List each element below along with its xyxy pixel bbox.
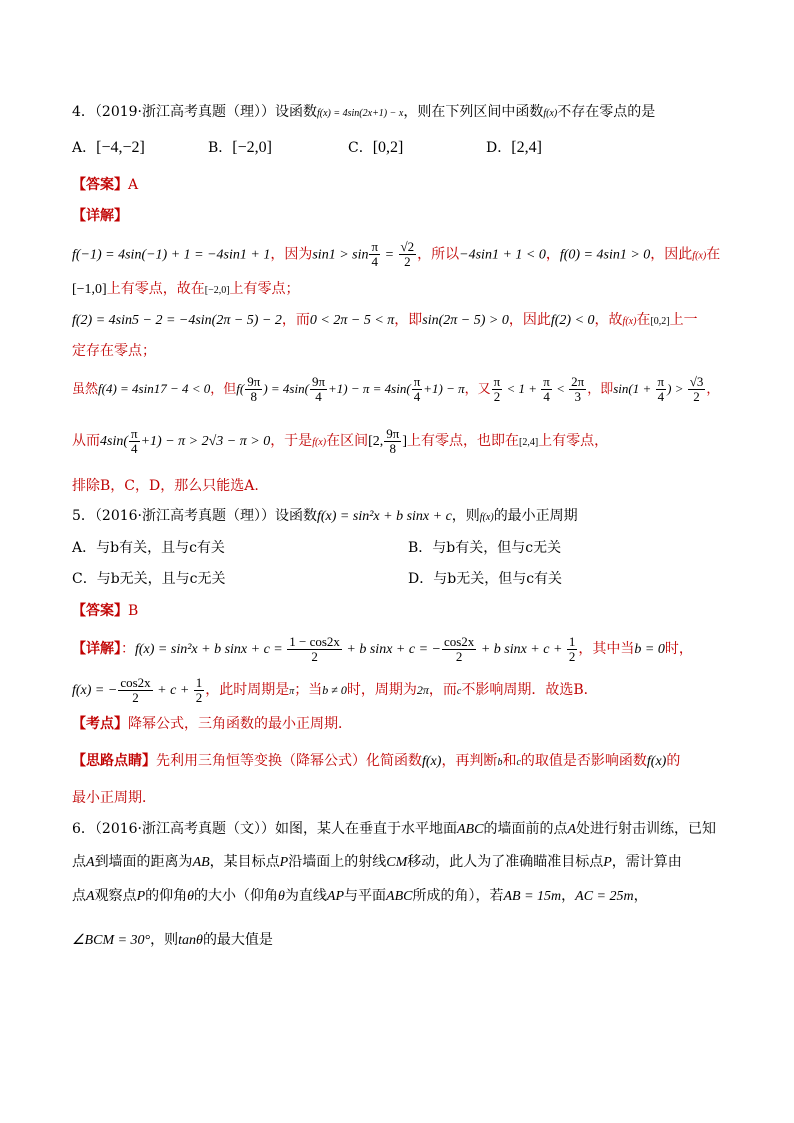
q6-l2-i: 移动，此人为了准确瞄准目标点 <box>407 854 604 870</box>
q5-d1-colon: ： <box>121 641 135 657</box>
q5-tip-f: c <box>516 757 521 768</box>
q4-option-b-value: [−2,0] <box>232 139 272 156</box>
q5-d1-a: f(x) = sin²x + b sinx + c = <box>135 642 287 657</box>
q5-detail-line-2 <box>72 673 598 707</box>
q5-d2-j: 2π <box>416 683 429 697</box>
q4-d6-frac2-den: 8 <box>389 440 397 456</box>
q5-tip-2: 最小正周期． <box>72 790 156 806</box>
q6-l3-n: AB = 15m <box>503 889 562 904</box>
q6-l2-j: P <box>603 855 612 870</box>
q4-option-d-letter: D． <box>486 140 512 156</box>
q4-d5-frac-pi4c <box>656 375 667 404</box>
q4-d2-a: [−1,0] <box>72 282 107 297</box>
q6-l3-o: ， <box>561 888 576 904</box>
q5-option-d <box>408 569 562 589</box>
q4-d5-a: 虽然 <box>72 382 99 397</box>
q6-l3-l: ABC <box>386 889 413 904</box>
q5-option-d-value: 与b无关，但与c有关 <box>433 571 563 587</box>
q4-d6-e: 在区间 <box>326 433 369 449</box>
q4-d5-g: ，即 <box>587 382 614 397</box>
q6-l1-a: 6．（2016·浙江高考真题（文））如图，某人在垂直于水平地面 <box>72 821 457 837</box>
q4-d1-e: −4sin1 + 1 < 0 <box>459 247 546 263</box>
q4-d5-frac-2pi3 <box>569 375 586 404</box>
q4-d5-c: ，但 <box>210 382 237 397</box>
q4-d5-h1: sin(1 + <box>613 381 655 396</box>
q5-detail-tag: 【详解】 <box>72 641 121 657</box>
q4-d6-i: 上有零点， <box>538 433 609 449</box>
q4-option-d <box>486 138 542 158</box>
q5-d1-frac2-den: 2 <box>455 648 463 664</box>
q5-tip-c: ，再判断 <box>441 753 498 769</box>
q5-d2-m: 不影响周期．故选B． <box>461 682 598 698</box>
q5-stem-prefix: 5．（2016·浙江高考真题（理））设函数 <box>72 508 317 524</box>
q4-d3-c: 0 < 2π − 5 < π <box>309 313 395 328</box>
q4-d1-f: ， <box>545 246 560 263</box>
q4-stem-mid: ，则在下列区间中函数 <box>403 104 544 120</box>
q5-option-b-letter: B． <box>408 540 433 556</box>
q4-d5-frac1-num: 9π <box>247 374 261 389</box>
q4-d5-h4: ) > <box>667 381 687 396</box>
q4-d6-frac1-den: 4 <box>131 440 138 456</box>
q4-d3-b: ，而 <box>281 312 310 328</box>
q4-d5-e: ，又 <box>464 382 491 397</box>
q6-l3-a: 点 <box>72 888 86 904</box>
q6-l2-b: A <box>86 855 95 870</box>
q4-d6-f1: [2, <box>368 434 384 449</box>
q4-option-a-letter: A． <box>72 140 97 156</box>
q5-d2-g: ；当 <box>294 682 323 698</box>
q6-line-2 <box>72 852 682 873</box>
q4-d5-frac8-num: √3 <box>689 374 704 389</box>
q4-d1-frac-num: π <box>371 239 379 254</box>
q4-d3-f: ，因此 <box>508 312 551 328</box>
q5-option-a-letter: A． <box>72 540 97 556</box>
q6-l3-d: P <box>136 889 146 904</box>
q6-l3-j: AP <box>326 889 345 904</box>
q4-d1-c: sin1 > sin <box>312 247 369 263</box>
q6-l3-i: 为直线 <box>284 888 327 904</box>
q5-option-b <box>408 538 561 558</box>
q4-d5-d7: +1) − π = 4sin( <box>328 381 411 396</box>
q4-d5-frac-sqrt3 <box>688 375 706 404</box>
q6-l3-g: 的大小（仰角 <box>194 888 279 904</box>
q5-tip-line-2 <box>72 788 156 808</box>
q4-d5-frac6-num: 2π <box>571 374 585 389</box>
q6-l2-e: ，某目标点 <box>209 854 280 870</box>
q4-d5-frac2-num: 9π <box>311 374 326 389</box>
q4-answer-line <box>72 175 138 195</box>
q4-d5-d4: ) = 4sin( <box>263 381 309 396</box>
q4-d5-d1: f( <box>236 381 245 396</box>
q6-l3-b: A <box>86 889 95 904</box>
q4-detail-line-2 <box>72 279 300 301</box>
q5-d1-frac1-num: 1 − cos2x <box>289 633 340 649</box>
q6-l2-k: ，需计算由 <box>611 854 682 870</box>
q4-d1-sqrt2-num: √2 <box>400 239 415 254</box>
q4-option-d-value: [2,4] <box>511 139 542 156</box>
q4-d6-g: 上有零点，也即在 <box>407 433 519 449</box>
q6-l1-d: A <box>567 822 577 837</box>
q4-d5-frac6-den: 3 <box>574 389 581 404</box>
q6-l4-d: 的最大值是 <box>202 932 273 948</box>
q4-d5-frac1-den: 8 <box>250 389 258 404</box>
q5-option-a <box>72 538 225 558</box>
q4-detail-line-7 <box>72 476 259 496</box>
q4-d1-frac-den: 4 <box>371 254 379 269</box>
q4-d3-j: 在 <box>636 312 651 328</box>
q6-l2-c: 到墙面的距离为 <box>94 854 193 870</box>
q4-fx: f(x) <box>543 108 558 119</box>
q5-d1-frac3 <box>567 635 578 664</box>
q4-answer: A <box>128 177 139 193</box>
q4-d5-frac3-den: 4 <box>413 389 421 404</box>
q4-d5-frac-9pi4 <box>310 375 327 404</box>
q6-line-3 <box>72 886 648 907</box>
q4-detail-line-6 <box>72 424 608 458</box>
q5-option-c-value: 与b无关，且与c无关 <box>96 571 226 587</box>
q4-stem-prefix: 4．（2019·浙江高考真题（理））设函数 <box>72 104 317 120</box>
q4-option-a <box>72 138 145 158</box>
q6-l3-e: 的仰角 <box>145 888 188 904</box>
q6-l2-h: CM <box>386 855 408 870</box>
q6-l3-f: θ <box>187 889 195 904</box>
q5-keypoint-text: 降幂公式，三角函数的最小正周期． <box>128 716 352 732</box>
q4-d5-frac7-num: π <box>657 374 665 389</box>
q4-option-b-letter: B． <box>208 140 233 156</box>
q4-option-c-letter: C． <box>348 140 373 156</box>
q5-d1-frac1 <box>287 635 342 664</box>
q4-d5-frac5-num: π <box>543 374 550 389</box>
q4-d6-frac1-num: π <box>131 425 138 441</box>
q4-d5-frac2-den: 4 <box>315 389 322 404</box>
q5-d2-e: ，此时周期是 <box>205 682 290 698</box>
q4-d6-b1: 4sin( <box>100 434 128 449</box>
q4-d6-frac2-num: 9π <box>386 425 400 441</box>
q4-d5-f3: < 1 + <box>503 381 541 396</box>
q5-d2-f: π <box>289 686 295 697</box>
q4-d5-frac-pi2 <box>492 375 503 404</box>
q4-option-c-value: [0,2] <box>372 139 404 156</box>
q4-detail-tag: 【详解】 <box>72 208 128 224</box>
q4-d3-e: sin(2π − 5) > 0 <box>422 313 509 328</box>
q5-tip-i: 的 <box>666 753 681 769</box>
q4-answer-tag: 【答案】 <box>72 177 128 193</box>
q4-stem <box>72 102 655 124</box>
q4-d6-a: 从而 <box>72 433 100 449</box>
q6-l4-b: ，则 <box>150 932 179 948</box>
q4-d1-b: ，因为 <box>270 246 313 263</box>
q6-l4-a: ∠BCM = 30° <box>72 933 151 948</box>
q4-d4: 定存在零点； <box>72 343 156 359</box>
q4-detail-line-5 <box>72 372 719 406</box>
q6-line-4 <box>72 930 273 951</box>
q6-l1-c: 的墙面前的点 <box>483 821 568 837</box>
q4-d5-frac-pi4b <box>541 375 552 404</box>
q4-d5-frac4-den: 2 <box>493 389 501 404</box>
q4-d6-b4: +1) − π > 2√3 − π > 0 <box>140 434 271 449</box>
q5-tip-g: 的取值是否影响函数 <box>520 753 647 769</box>
q4-d5-b: f(4) = 4sin17 − 4 < 0 <box>98 381 211 396</box>
q4-d6-frac-9pi8 <box>384 427 401 456</box>
q5-d2-frac2-num: 1 <box>195 674 203 690</box>
q4-d3-d: ，即 <box>394 312 423 328</box>
q6-l2-d: AB <box>192 855 210 870</box>
q5-tip-b: f(x) <box>422 754 442 769</box>
q5-d2-l: c <box>456 686 462 697</box>
q4-d1-frac-pi4 <box>369 240 380 269</box>
q4-d6-h: [2,4] <box>519 437 539 448</box>
q6-l1-e: 处进行射击训练，已知 <box>576 821 717 837</box>
q4-detail-line-3 <box>72 310 698 332</box>
q5-option-b-value: 与b有关，但与c无关 <box>432 540 562 556</box>
q4-d3-l: 上一 <box>669 312 698 328</box>
q6-l3-k: 与平面 <box>344 888 387 904</box>
q4-d5-frac8-den: 2 <box>693 389 700 404</box>
q4-d1-h: ，因此 <box>650 246 693 263</box>
q5-d1-frac1-den: 2 <box>311 648 318 664</box>
q5-d1-h: b = 0 <box>634 642 665 657</box>
q4-option-c <box>348 138 403 158</box>
q6-l3-h: θ <box>278 889 285 904</box>
q5-d2-frac1-num: cos2x <box>120 674 151 690</box>
q5-d1-e: + b sinx + c + <box>477 642 566 657</box>
q5-keypoint-line <box>72 714 352 734</box>
q5-option-a-value: 与b有关，且与c有关 <box>96 540 225 556</box>
q6-l1-b: ABC <box>457 822 484 837</box>
q5-d2-frac2 <box>194 676 205 705</box>
q5-d2-frac2-den: 2 <box>195 689 203 705</box>
q5-d2-frac1 <box>118 676 152 705</box>
q5-detail-line-1 <box>72 632 693 666</box>
q5-d1-c: + b sinx + c = − <box>342 642 441 657</box>
q5-d2-i: 时，周期为 <box>346 682 417 698</box>
q5-tip-a: 先利用三角恒等变换（降幂公式）化简函数 <box>156 753 422 769</box>
q6-l2-a: 点 <box>72 854 86 870</box>
q6-l3-p: AC = 25m <box>575 889 634 904</box>
q5-stem-mid: ，则 <box>451 508 480 524</box>
q5-answer-tag: 【答案】 <box>72 603 128 619</box>
q5-d2-c: + c + <box>153 683 193 698</box>
q5-d1-i: 时， <box>664 641 693 657</box>
q4-d5-frac-pi4 <box>412 375 423 404</box>
q5-tip-h: f(x) <box>646 754 667 769</box>
q4-d1-j: 在 <box>706 246 721 263</box>
q4-d3-i: f(x) <box>622 316 637 327</box>
q4-d1-g: f(0) = 4sin1 > 0 <box>559 247 651 263</box>
q4-stem-suffix: 不存在零点的是 <box>557 104 656 120</box>
q5-d1-frac3-den: 2 <box>568 648 576 664</box>
q4-d5-f6: < <box>552 381 569 396</box>
q4-d6-d: f(x) <box>312 437 327 448</box>
q4-d1-sqrt2-den: 2 <box>404 254 411 269</box>
q5-fx: f(x) <box>479 512 494 523</box>
q4-d5-frac5-den: 4 <box>543 389 550 404</box>
q4-d2-b: 上有零点，故在 <box>106 281 205 297</box>
q5-d1-frac2 <box>442 635 476 664</box>
q5-keypoint-tag: 【考点】 <box>72 716 128 732</box>
q4-d3-h: ，故 <box>594 312 623 328</box>
q4-d5-i: ， <box>706 382 720 397</box>
q4-detail-line-1 <box>72 239 721 269</box>
q5-d1-g: ，其中当 <box>578 641 635 657</box>
q4-d5-frac3-num: π <box>413 374 421 389</box>
q4-d6-f4: ] <box>402 434 407 449</box>
q4-d6-frac-pi4 <box>129 427 140 456</box>
q5-option-c <box>72 569 226 589</box>
q5-option-d-letter: D． <box>408 571 434 587</box>
q5-function: f(x) = sin²x + b sinx + c <box>317 509 452 524</box>
q4-d1-a: f(−1) = 4sin(−1) + 1 = −4sin1 + 1 <box>72 247 271 263</box>
q5-tip-e: 和 <box>502 753 517 769</box>
q5-d2-k: ，而 <box>428 682 457 698</box>
q6-line-1 <box>72 819 716 840</box>
q6-l2-f: P <box>279 855 289 870</box>
q4-option-a-value: [−4,−2] <box>96 139 145 156</box>
q4-d5-frac-9pi8 <box>245 375 262 404</box>
q4-d7: 排除B，C，D，那么只能选A. <box>72 478 259 494</box>
q5-answer: B <box>128 603 139 619</box>
q5-d2-a: f(x) = − <box>72 683 118 698</box>
q6-l3-c: 观察点 <box>94 888 137 904</box>
q5-answer-line <box>72 601 138 621</box>
q5-tip-line-1 <box>72 751 680 773</box>
q6-l4-c: tanθ <box>178 933 203 948</box>
q4-d2-d: 上有零点； <box>229 281 300 297</box>
q5-d1-frac3-num: 1 <box>568 633 576 649</box>
q6-l3-m: 所成的角），若 <box>412 888 504 904</box>
q5-stem-suffix: 的最小正周期 <box>493 508 578 524</box>
q4-d1-frac-sqrt2 <box>399 240 417 269</box>
q5-tip-tag: 【思路点睛】 <box>72 753 156 769</box>
q4-d3-k: [0,2] <box>650 316 670 327</box>
q5-d1-frac2-num: cos2x <box>443 633 475 649</box>
q4-function: f(x) = 4sin(2x+1) − x <box>317 108 404 119</box>
q6-l3-q: ， <box>633 888 648 904</box>
q6-l2-g: 沿墙面上的射线 <box>288 854 387 870</box>
q4-d1-i: f(x) <box>692 250 707 262</box>
q4-d3-g: f(2) < 0 <box>550 313 595 328</box>
q4-d2-c: [−2,0] <box>204 285 230 296</box>
q5-d2-frac1-den: 2 <box>132 689 139 705</box>
q4-detail-line-4 <box>72 341 156 361</box>
q4-option-b <box>208 138 272 158</box>
q4-d5-frac4-num: π <box>493 374 501 389</box>
q4-d1-d: ，所以 <box>417 246 460 263</box>
q5-d2-h: b ≠ 0 <box>322 683 347 697</box>
q4-d1-eq: = <box>381 247 398 263</box>
q5-stem <box>72 506 578 528</box>
q4-detail-tag-line <box>72 206 128 226</box>
q5-option-c-letter: C． <box>72 571 97 587</box>
q4-d3-a: f(2) = 4sin5 − 2 = −4sin(2π − 5) − 2 <box>72 313 282 328</box>
q5-tip-d: b <box>497 757 503 768</box>
q4-d6-c: ，于是 <box>270 433 313 449</box>
q4-d5-d10: +1) − π <box>423 381 465 396</box>
q4-d5-frac7-den: 4 <box>657 389 665 404</box>
